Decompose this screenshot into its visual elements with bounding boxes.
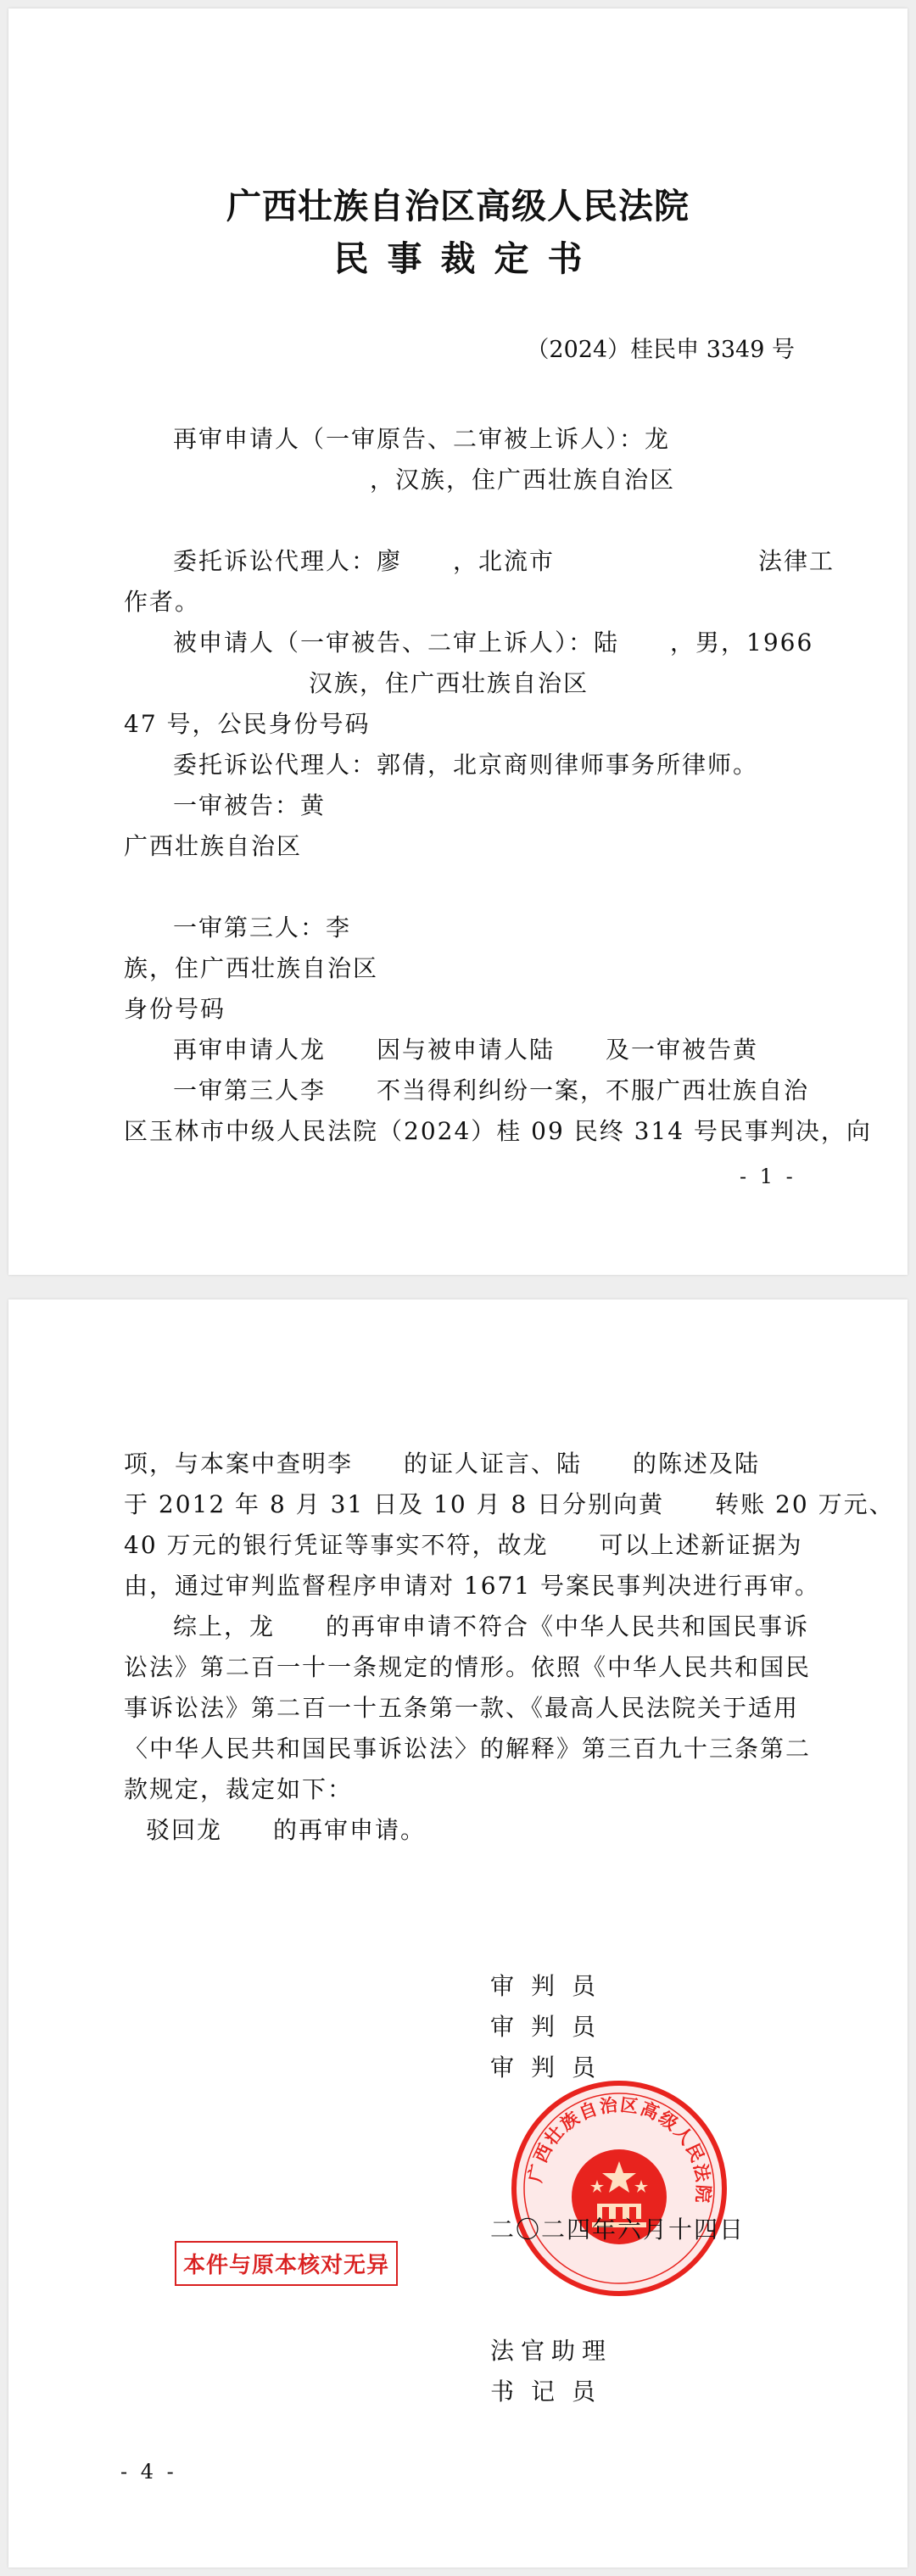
- court-seal: [509, 2078, 729, 2299]
- conclusion-line-3: 事诉讼法》第二百一十五条第一款、《最高人民法院关于适用: [124, 1694, 800, 1722]
- first-defendant-line-2: 广西壮族自治区: [124, 832, 303, 860]
- conclusion-line-2: 讼法》第二百一十一条规定的情形。依照《中华人民共和国民: [124, 1653, 812, 1681]
- body-line-3: 40 万元的银行凭证等事实不符，故龙 可以上述新证据为: [124, 1531, 803, 1559]
- body-line-2: 一审第三人李 不当得利纠纷一案，不服广西壮族自治: [173, 1076, 810, 1104]
- verification-stamp: 本件与原本核对无异: [175, 2241, 398, 2286]
- body-line-1: 项，与本案中查明李 的证人证言、陆 的陈述及陆: [124, 1450, 761, 1478]
- first-defendant-line-1: 一审被告：黄: [173, 791, 327, 819]
- seal-text: 广西壮族自治区高级人民法院: [523, 2093, 715, 2205]
- document-title: 民事裁定书: [333, 238, 601, 279]
- body-line-3: 区玉林市中级人民法院（2024）桂 09 民终 314 号民事判决，向: [124, 1117, 872, 1145]
- respondent-line-3: 47 号，公民身份号码: [124, 710, 371, 738]
- agent-line-1: 委托诉讼代理人：廖 ，北流市 法律工: [173, 547, 835, 575]
- conclusion-line-1: 综上，龙 的再审申请不符合《中华人民共和国民事诉: [173, 1612, 810, 1640]
- body-line-1: 再审申请人龙 因与被申请人陆 及一审被告黄: [173, 1036, 759, 1064]
- judge-assistant-signature: 法官助理: [490, 2337, 613, 2365]
- case-number: （2024）桂民申 3349 号: [526, 337, 795, 363]
- respondent-line-1: 被申请人（一审被告、二审上诉人）：陆 ，男，1966: [173, 629, 814, 657]
- third-party-line-3: 身份号码: [124, 995, 226, 1023]
- applicant-line-2: ，汉族，住广西壮族自治区: [370, 466, 676, 494]
- third-party-line-1: 一审第三人：李: [173, 914, 352, 942]
- document-page-2: [8, 1299, 908, 2568]
- conclusion-line-4: 〈中华人民共和国民事诉讼法〉的解释》第三百九十三条第二: [124, 1735, 812, 1763]
- applicant-line-1: 再审申请人（一审原告、二审被上诉人）：龙: [173, 425, 671, 453]
- body-line-2: 于 2012 年 8 月 31 日及 10 月 8 日分别向黄 转账 20 万元、: [124, 1490, 895, 1518]
- judge-signature-2: 审判员: [490, 2013, 613, 2041]
- respondent-agent-line: 委托诉讼代理人：郭倩，北京商则律师事务所律师。: [173, 751, 759, 779]
- judge-signature-3: 审判员: [490, 2054, 613, 2081]
- body-line-4: 由，通过审判监督程序申请对 1671 号案民事判决进行再审。: [124, 1572, 821, 1600]
- conclusion-line-5: 款规定，裁定如下：: [124, 1775, 354, 1803]
- agent-line-2: 作者。: [124, 588, 201, 616]
- ruling-date: 二〇二四年六月十四日: [490, 2216, 746, 2244]
- respondent-line-2: 汉族，住广西壮族自治区: [309, 669, 589, 697]
- judge-signature-1: 审判员: [490, 1972, 613, 2000]
- page-number: - 4 -: [120, 2460, 177, 2484]
- document-page-1: [8, 8, 908, 1275]
- ruling-line: 驳回龙 的再审申请。: [146, 1816, 427, 1844]
- third-party-line-2: 族，住广西壮族自治区: [124, 954, 379, 982]
- court-name: 广西壮族自治区高级人民法院: [226, 186, 690, 226]
- page-number: - 1 -: [740, 1165, 796, 1188]
- clerk-signature: 书记员: [490, 2378, 613, 2406]
